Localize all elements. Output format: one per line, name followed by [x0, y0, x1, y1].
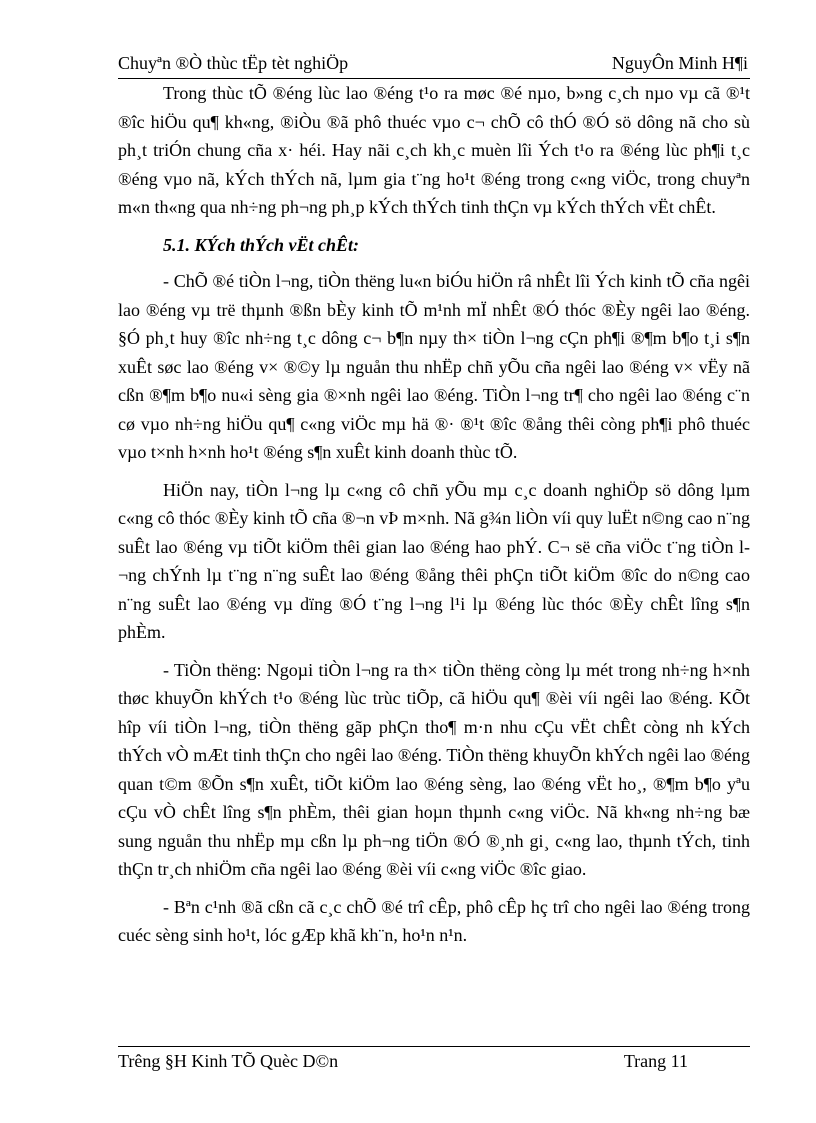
footer-page-number: Trang 11 — [623, 1051, 688, 1071]
page-header — [118, 52, 748, 78]
page-body — [118, 79, 750, 959]
header-author-name: NguyÔn Minh H¶i — [611, 53, 748, 73]
paragraph-salary: - ChÕ ®é tiÒn l¬ng, tiÒn thëng lu«n biÓu hiÖn râ nhÊt lîi Ých kinh tÕ cña ngêi lao ®éng vµ trë thµnh ®ßn bÈy kinh tÕ m¹nh mÏ nhÊt ®Ó thóc ®Èy ngêi lao ®éng. §Ó ph¸t huy ®îc nh÷ng t¸c dông c¬ b¶n nµy th× tiÒn l¬ng cÇn ph¶i ®¶m b¶o t¸i s¶n xuÊt søc lao ®éng v× ®©y lµ nguån thu nhËp chñ yÕu cña ngêi lao ®éng v× vËy nã cßn ®¶m b¶o nu«i sèng gia ®×nh ngêi lao ®éng. TiÒn l¬ng tr¶ cho ngêi lao ®éng c¨n cø vµo nh÷ng hiÖu qu¶ c«ng viÖc mµ hä ®· ®¹t ®îc ®ång thêi còng ph¶i phô thuéc vµo t×nh h×nh ho¹t ®éng s¶n xuÊt kinh doanh thùc tÕ. — [118, 271, 750, 462]
header-document-title: Chuyªn ®Ò thùc tËp tèt nghiÖp — [118, 53, 349, 73]
footer-university-name: Trêng §H Kinh TÕ Quèc D©n — [118, 1051, 339, 1071]
footer-divider — [118, 1046, 750, 1047]
paragraph-allowance: - Bªn c¹nh ®ã cßn cã c¸c chÕ ®é trî cÊp, phô cÊp hç trî cho ngêi lao ®éng trong cuéc sèng sinh ho¹t, lóc gÆp khã kh¨n, ho¹n n¹n. — [118, 896, 750, 945]
paragraph-bonus: - TiÒn thëng: Ngoµi tiÒn l¬ng ra th× tiÒn thëng còng lµ mét trong nh÷ng h×nh thøc khuyÕn khÝch t¹o ®éng lùc trùc tiÕp, cã hiÖu qu¶ ®èi víi ngêi lao ®éng. KÕt hîp víi tiÒn l¬ng, tiÒn thëng gãp phÇn tho¶ m·n nhu cÇu vËt chÊt còng nh kÝch thÝch vÒ mÆt tinh thÇn cho ngêi lao ®éng. TiÒn thëng khuyÕn khÝch ngêi lao ®éng quan t©m ®Õn s¶n xuÊt, tiÕt kiÖm lao ®éng sèng, lao ®éng vËt ho¸, ®¶m b¶o yªu cÇu vÒ chÊt lîng s¶n phÈm, thêi gian hoµn thµnh c«ng viÖc. Nã kh«ng nh÷ng bæ sung nguån thu nhËp mµ cßn lµ ph¬ng tiÖn ®Ó ®¸nh gi¸ c«ng lao, thµnh tÝch, tinh thÇn tr¸ch nhiÖm cña ngêi lao ®éng ®èi víi c«ng viÖc ®îc giao. — [118, 659, 750, 879]
section-heading: 5.1. KÝch thÝch vËt chÊt: — [163, 234, 360, 255]
paragraph-salary-role: HiÖn nay, tiÒn l¬ng lµ c«ng cô chñ yÕu mµ c¸c doanh nghiÖp sö dông lµm c«ng cô thóc ®Èy kinh tÕ cña ®¬n vÞ m×nh. Nã g¾n liÒn víi quy luËt n©ng cao n¨ng suÊt lao ®éng vµ tiÕt kiÖm thêi gian lao ®éng hao phÝ. C¬ së cña viÖc t¨ng tiÒn l¬ng chÝnh lµ t¨ng n¨ng suÊt lao ®éng ®ång thêi phÇn tiÕt kiÖm ®îc do n©ng cao n¨ng suÊt lao ®éng vµ dïng ®Ó t¨ng l¬ng l¹i lµ ®éng lùc thóc ®Èy chÊt lîng s¶n phÈm. — [118, 479, 750, 642]
paragraph-intro: Trong thùc tÕ ®éng lùc lao ®éng t¹o ra møc ®é nµo, b»ng c¸ch nµo vµ cã ®¹t ®îc hiÖu qu¶ kh«ng, ®iÒu ®ã phô thuéc vµo c¬ chÕ cô thÓ ®Ó sö dông nã cho sù ph¸t triÓn chung cña x· héi. Hay nãi c¸ch kh¸c muèn lîi Ých t¹o ra ®éng lùc ph¶i t¸c ®éng vµo nã, kÝch thÝch nã, lµm gia t¨ng ho¹t ®éng trong c«ng viÖc, trong chuyªn m«n th«ng qua nh÷ng ph¬ng ph¸p kÝch thÝch tinh thÇn vµ kÝch thÝch vËt chÊt. — [118, 83, 750, 217]
page-footer — [118, 1050, 688, 1074]
